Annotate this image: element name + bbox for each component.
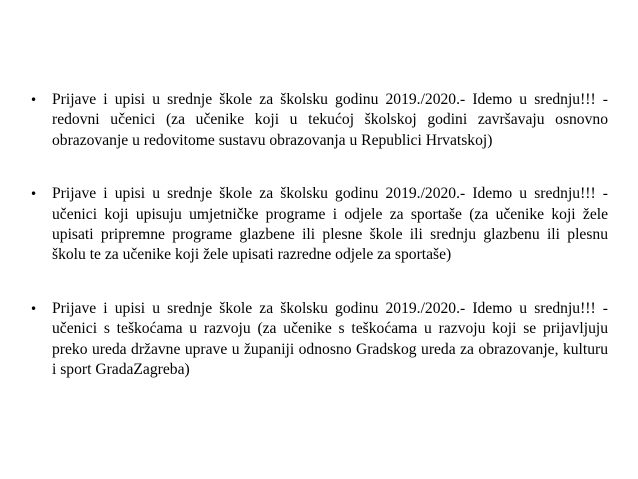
bullet-icon: • (30, 301, 38, 316)
list-item (30, 90, 608, 151)
bullet-icon: • (30, 93, 38, 107)
list-item-text: Prijave i upisi u srednje škole za školsku godinu 2019./2020.- Idemo u srednju!!! - učenici koji upisuju umjetničke programe i odjele za sportaše (za učenike koji žele upisati pripremne programe glazbene ili plesne škole ili srednju glazbenu ili plesnu školu te za učenike koji žele upisati razredne odjele za sportaše) (52, 185, 608, 264)
list-item-text: Prijave i upisi u srednje škole za školsku godinu 2019./2020.- Idemo u srednju!!! - učenici s teškoćama u razvoju (za učenike s teškoćama u razvoju koji se prijavljuju preko ureda državne uprave u županiji odnosno Gradskog ureda za obrazovanje, kulturu i sport GradaZagreba) (52, 299, 608, 379)
list-item-text: Prijave i upisi u srednje škole za školsku godinu 2019./2020.- Idemo u srednju!!! - redovni učenici (za učenike koji u tekućoj školskoj godini završavaju osnovno obrazovanje u redovitome sustavu obrazovanja u Republici Hrvatskoj) (52, 91, 608, 149)
list-item (30, 184, 608, 266)
bullet-list (30, 90, 608, 380)
bullet-icon: • (30, 187, 38, 202)
list-item (30, 299, 608, 381)
